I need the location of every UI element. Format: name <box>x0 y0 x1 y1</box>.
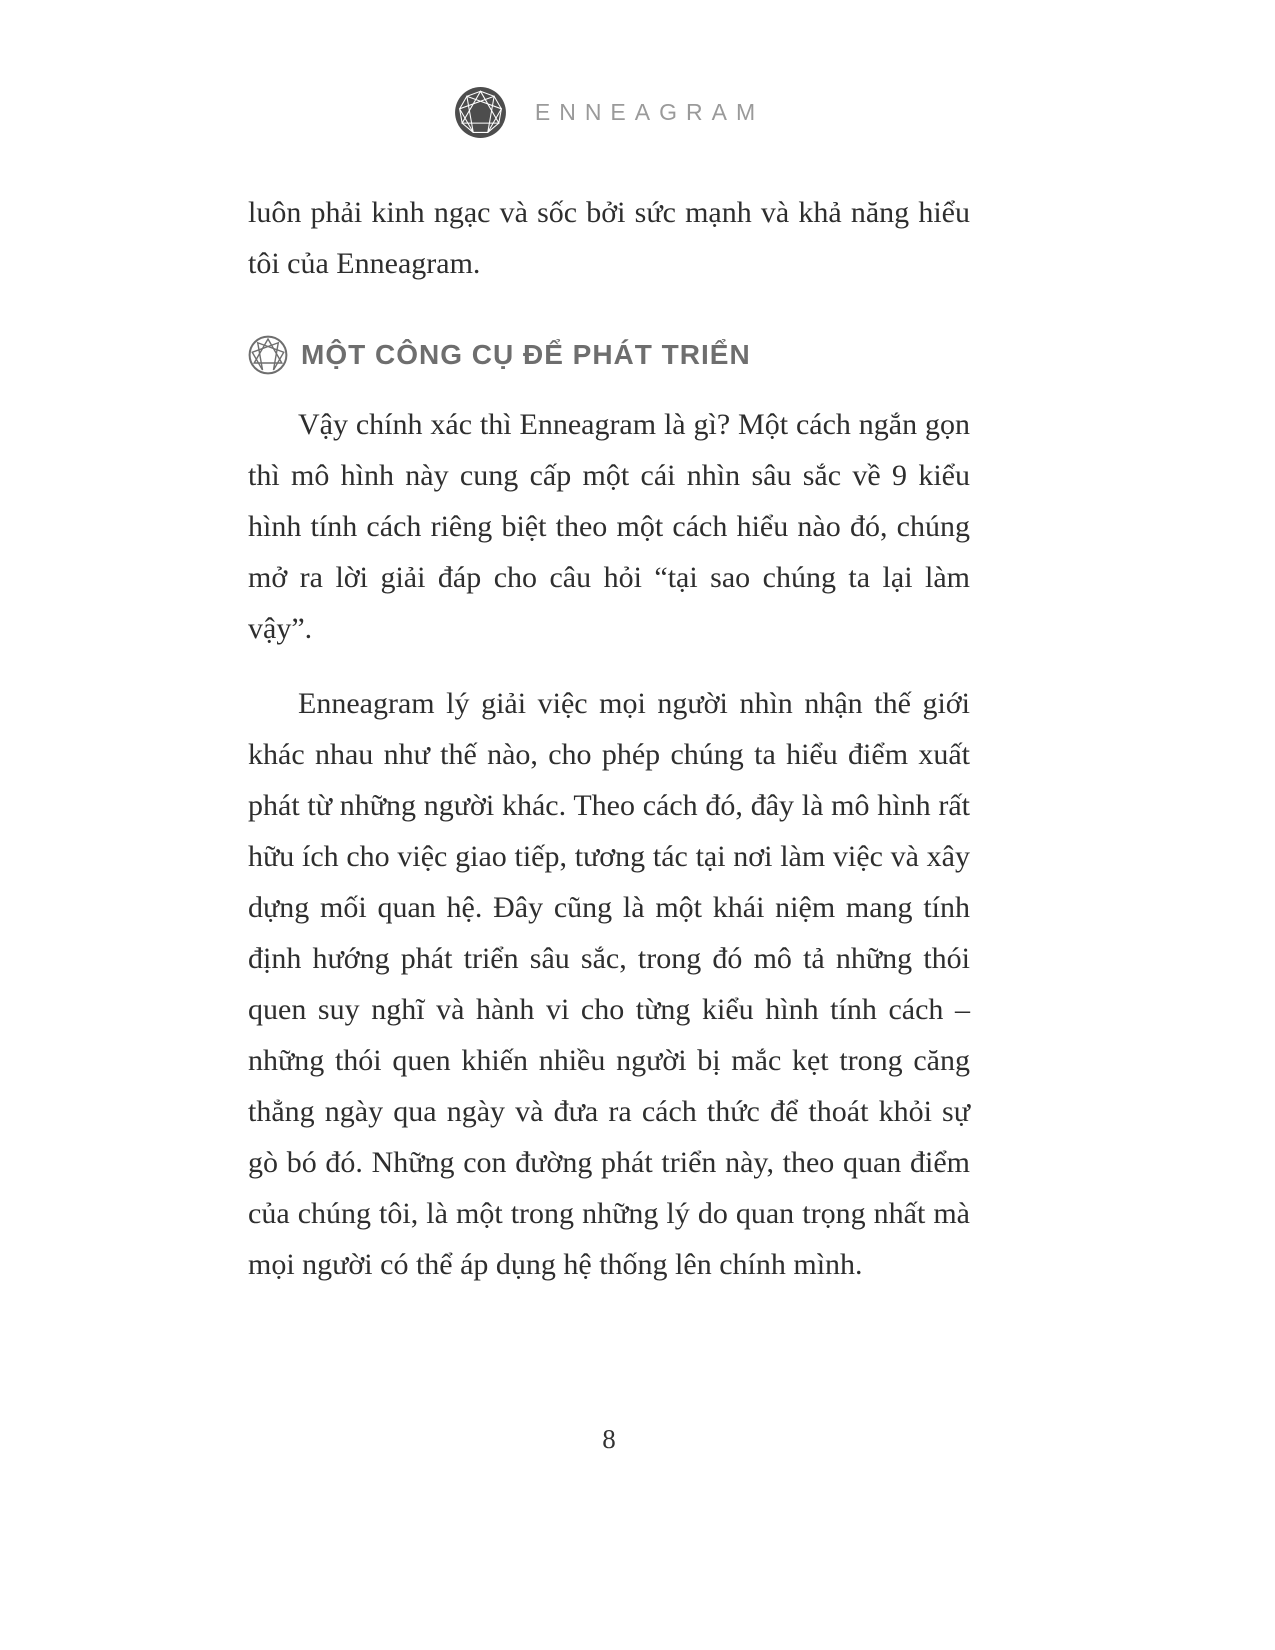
page-footer <box>248 1424 970 1455</box>
paragraph: Vậy chính xác thì Enneagram là gì? Một cách ngắn gọn thì mô hình này cung cấp một cái nhìn sâu sắc về 9 kiểu hình tính cách riêng biệt theo một cách hiểu nào đó, chúng mở ra lời giải đáp cho câu hỏi “tại sao chúng ta lại làm vậy”. <box>248 408 970 645</box>
book-page <box>248 0 970 1290</box>
enneagram-logo-icon <box>454 86 507 139</box>
enneagram-section-icon <box>248 335 288 375</box>
section-title: MỘT CÔNG CỤ ĐỂ PHÁT TRIỂN <box>301 339 751 370</box>
section-heading <box>248 335 970 375</box>
brand-title: ENNEAGRAM <box>534 99 765 125</box>
paragraph: Enneagram lý giải việc mọi người nhìn nhận thế giới khác nhau như thế nào, cho phép chúng ta hiểu điểm xuất phát từ những người khác. Theo cách đó, đây là mô hình rất hữu ích cho việc giao tiếp, tương tác tại nơi làm việc và xây dựng mối quan hệ. Đây cũng là một khái niệm mang tính định hướng phát triển sâu sắc, trong đó mô tả những thói quen suy nghĩ và hành vi cho từng kiểu hình tính cách – những thói quen khiến nhiều người bị mắc kẹt trong căng thẳng ngày qua ngày và đưa ra cách thức để thoát khỏi sự gò bó đó. Những con đường phát triển này, theo quan điểm của chúng tôi, là một trong những lý do quan trọng nhất mà mọi người có thể áp dụng hệ thống lên chính mình. <box>248 687 970 1281</box>
intro-paragraph: luôn phải kinh ngạc và sốc bởi sức mạnh và khả năng hiểu tôi của Enneagram. <box>248 196 970 280</box>
page-header <box>248 0 970 139</box>
page-number: 8 <box>602 1424 616 1454</box>
